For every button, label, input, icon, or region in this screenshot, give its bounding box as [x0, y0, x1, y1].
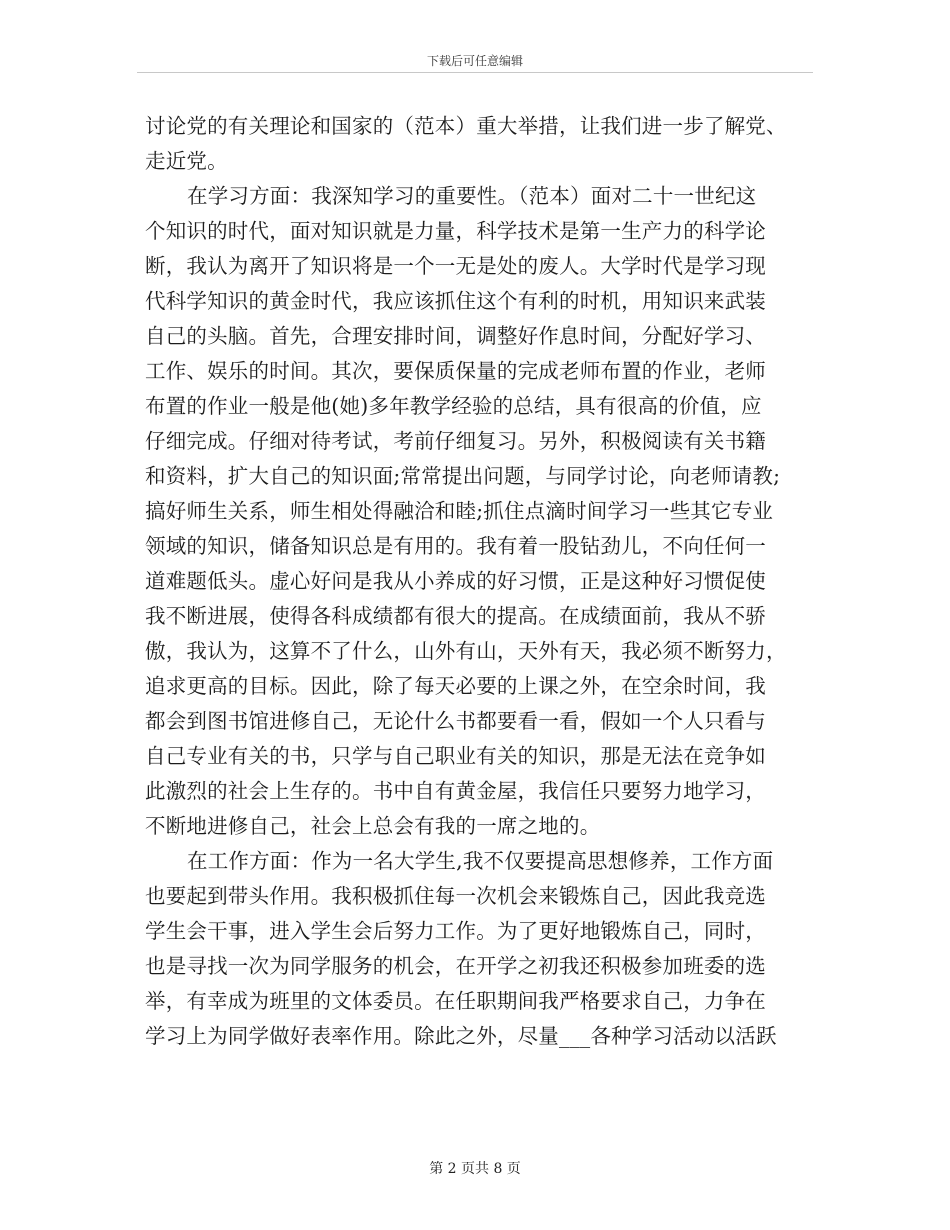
text-line: 傲，我认为，这算不了什么，山外有山，天外有天，我必须不断努力， [145, 639, 787, 663]
text-line: 讨论党的有关理论和国家的（范本）重大举措，让我们进一步了解党、 [145, 114, 787, 138]
text-line: 仔细完成。仔细对待考试，考前仔细复习。另外，积极阅读有关书籍 [145, 429, 766, 453]
text-line: 工作、娱乐的时间。其次，要保质保量的完成老师布置的作业，老师 [145, 359, 766, 383]
text-line: 在工作方面：作为一名大学生,我不仅要提高思想修养，工作方面 [187, 849, 774, 873]
document-body [145, 109, 825, 1054]
text-line: 追求更高的目标。因此，除了每天必要的上课之外，在空余时间，我 [145, 674, 766, 698]
text-line: 自己专业有关的书，只学与自己职业有关的知识，那是无法在竞争如 [145, 744, 766, 768]
text-line: 自己的头脑。首先，合理安排时间，调整好作息时间，分配好学习、 [145, 324, 766, 348]
text-line: 也要起到带头作用。我积极抓住每一次机会来锻炼自己，因此我竞选 [145, 884, 766, 908]
text-line: 断，我认为离开了知识将是一个一无是处的废人。大学时代是学习现 [145, 254, 766, 278]
text-line: 举，有幸成为班里的文体委员。在任职期间我严格要求自己，力争在 [145, 989, 766, 1013]
text-line: 搞好师生关系，师生相处得融洽和睦;抓住点滴时间学习一些其它专业 [145, 499, 774, 523]
text-line: 个知识的时代，面对知识就是力量，科学技术是第一生产力的科学论 [145, 219, 766, 243]
text-line: 道难题低头。虚心好问是我从小养成的好习惯，正是这种好习惯促使 [145, 569, 766, 593]
text-line: 我不断进展，使得各科成绩都有很大的提高。在成绩面前，我从不骄 [145, 604, 766, 628]
text-line: 布置的作业一般是他(她)多年教学经验的总结，具有很高的价值，应 [145, 394, 762, 418]
text-line: 代科学知识的黄金时代，我应该抓住这个有利的时机，用知识来武装 [145, 289, 766, 313]
text-line: 此激烈的社会上生存的。书中自有黄金屋，我信任只要努力地学习， [145, 779, 766, 803]
text-line: 学习上为同学做好表率作用。除此之外，尽量___各种学习活动以活跃 [145, 1024, 777, 1048]
text-line: 都会到图书馆进修自己，无论什么书都要看一看，假如一个人只看与 [145, 709, 766, 733]
header-divider [137, 72, 813, 73]
page-header: 下载后可任意编辑 [426, 54, 523, 68]
text-line: 和资料，扩大自己的知识面;常常提出问题，与同学讨论，向老师请教; [145, 464, 781, 488]
page-footer: 第 2 页共 8 页 [429, 1161, 521, 1177]
text-line: 也是寻找一次为同学服务的机会，在开学之初我还积极参加班委的选 [145, 954, 766, 978]
text-line: 领域的知识，储备知识总是有用的。我有着一股钻劲儿，不向任何一 [145, 534, 766, 558]
text-line: 走近党。 [145, 149, 228, 173]
text-line: 不断地进修自己，社会上总会有我的一席之地的。 [145, 814, 601, 838]
text-line: 学生会干事，进入学生会后努力工作。为了更好地锻炼自己，同时， [145, 919, 766, 943]
text-line: 在学习方面：我深知学习的重要性。（范本）面对二十一世纪这 [187, 184, 757, 208]
